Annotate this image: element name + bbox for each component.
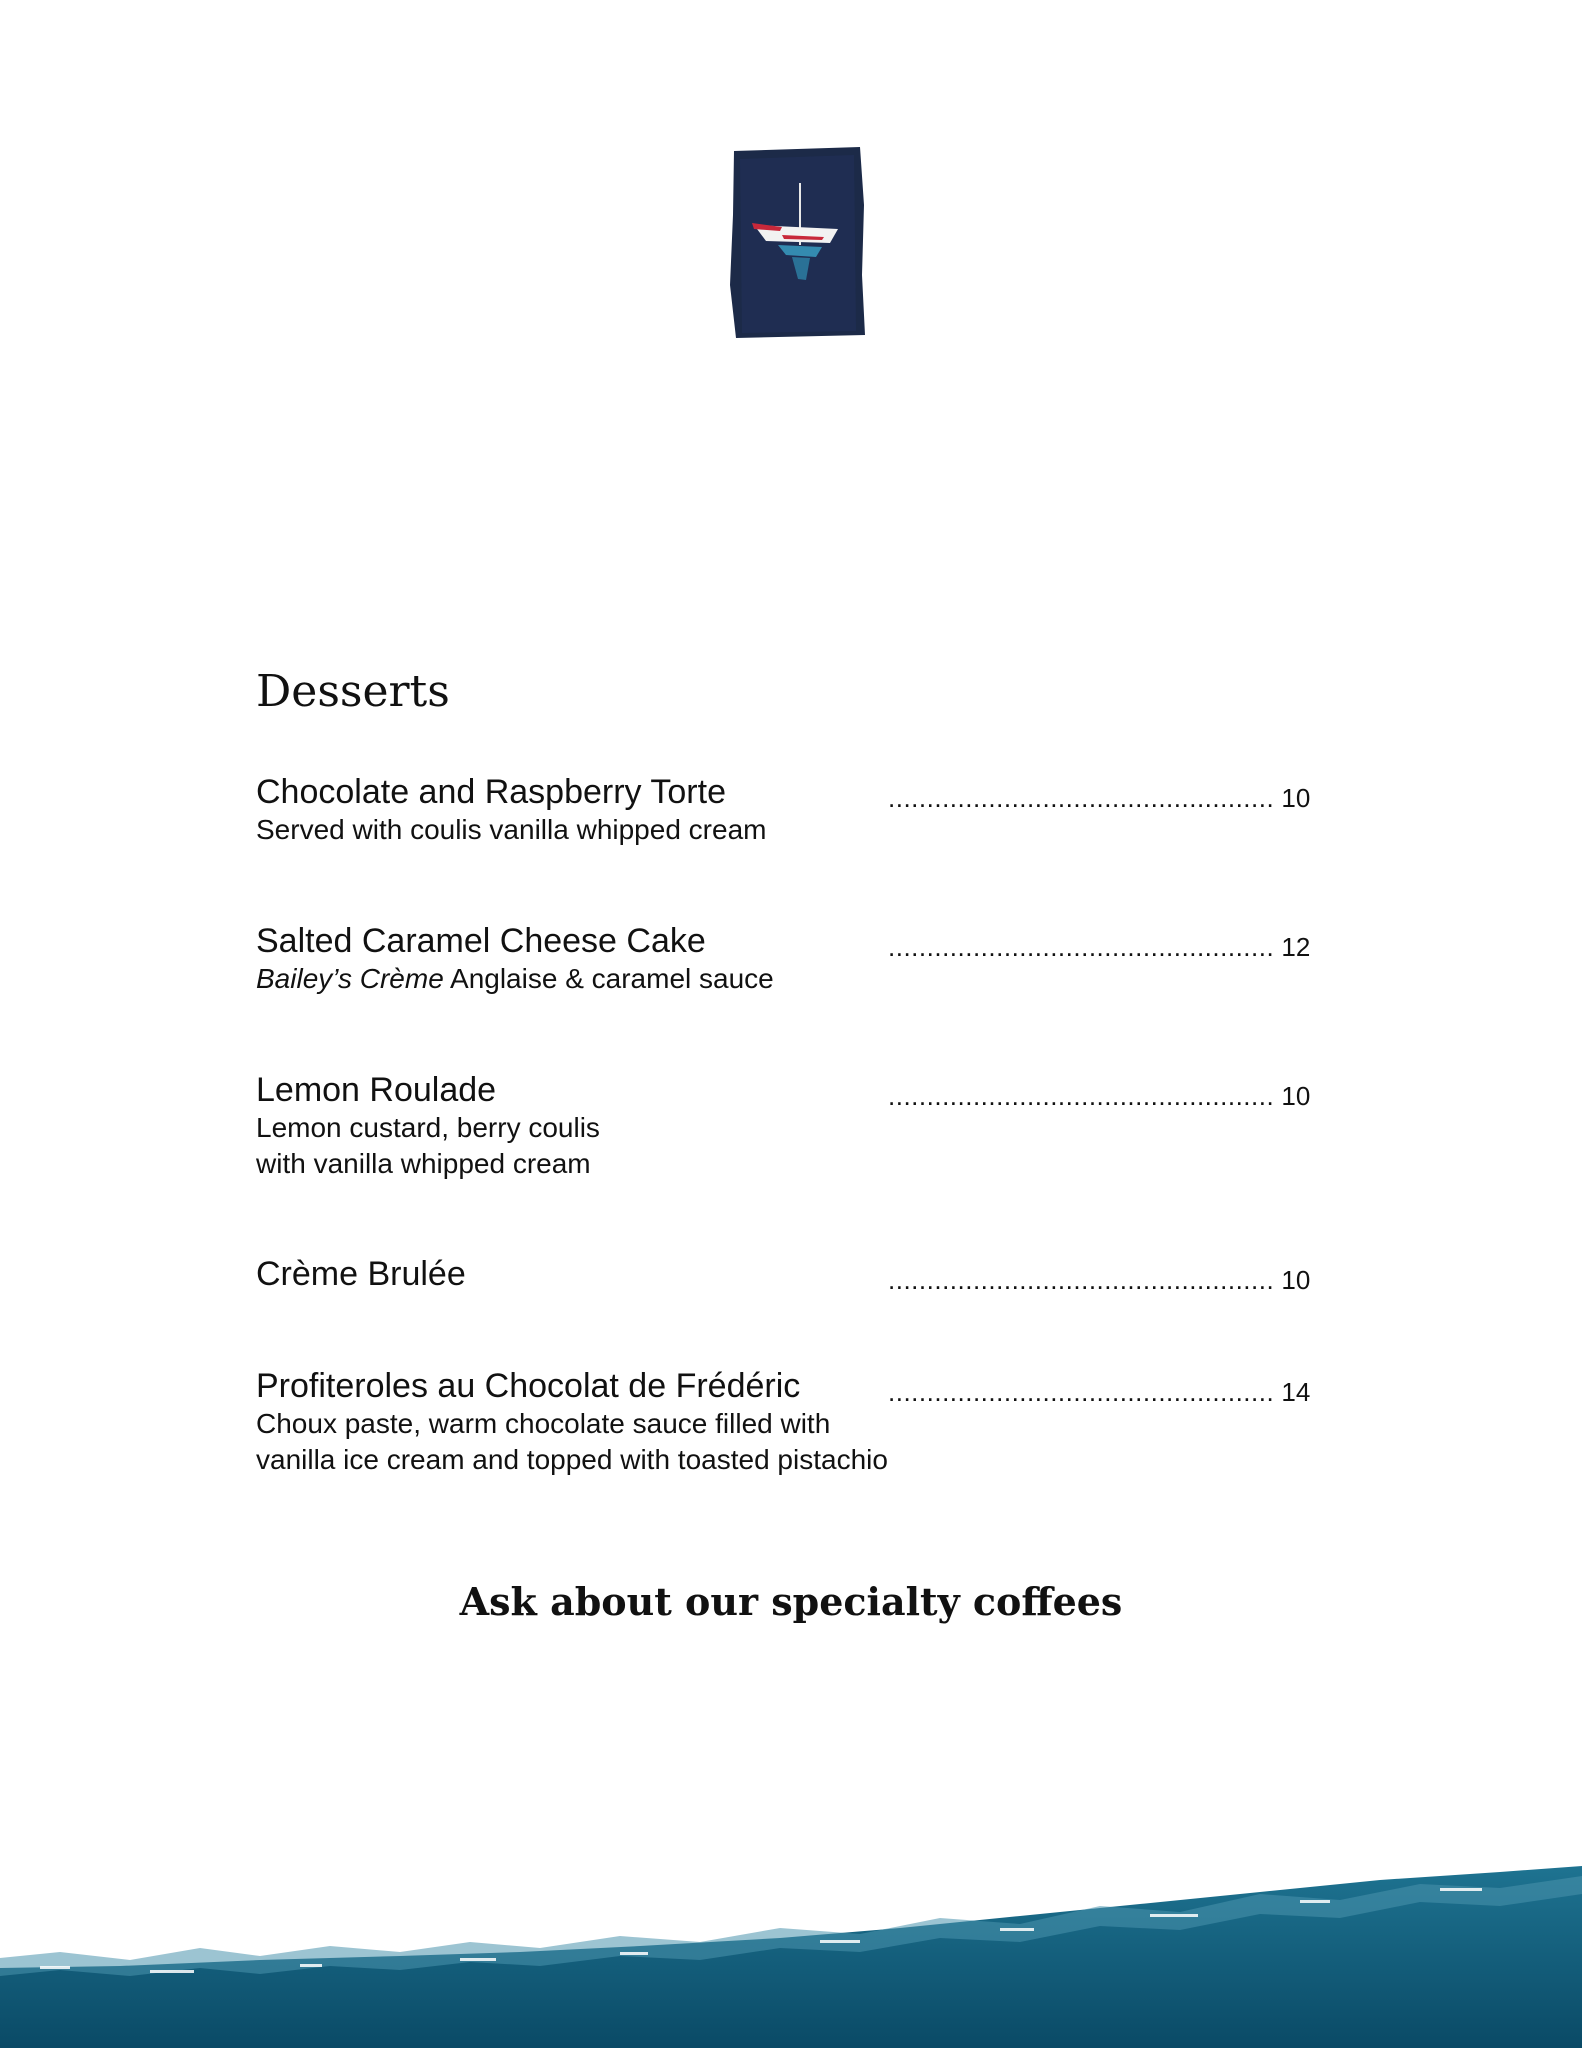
description-line: Choux paste, warm chocolate sauce filled with (256, 1408, 831, 1439)
brush-wave (0, 1848, 1582, 2048)
price-row (888, 1082, 1582, 1110)
footer-note: Ask about our specialty coffees (459, 1579, 1123, 1624)
leader-dots: .................................................. (888, 932, 1275, 962)
price-row (888, 1378, 1582, 1406)
item-price: 12 (1281, 932, 1311, 962)
description-line: with vanilla whipped cream (256, 1148, 591, 1179)
item-description (256, 1110, 600, 1182)
description-line: vanilla ice cream and topped with toasted pistachio (256, 1444, 888, 1475)
item-name: Chocolate and Raspberry Torte (256, 773, 726, 811)
price-row (888, 784, 1582, 812)
item-name: Profiteroles au Chocolat de Frédéric (256, 1367, 801, 1405)
item-name: Crème Brulée (256, 1255, 466, 1293)
item-price: 10 (1281, 783, 1311, 813)
leader-dots: .................................................. (888, 1377, 1275, 1407)
price-row (888, 1266, 1582, 1294)
item-description (256, 812, 766, 848)
item-name: Lemon Roulade (256, 1071, 497, 1109)
item-description (256, 1406, 888, 1478)
leader-dots: .................................................. (888, 1081, 1275, 1111)
item-name: Salted Caramel Cheese Cake (256, 922, 706, 960)
item-description (256, 961, 774, 997)
sailboat-icon (726, 145, 868, 340)
price-row (888, 933, 1582, 961)
leader-dots: .................................................. (888, 1265, 1275, 1295)
description-line: Served with coulis vanilla whipped cream (256, 814, 767, 845)
wave-decoration-icon (0, 1848, 1582, 2048)
description-italic: Bailey’s Crème (256, 963, 444, 994)
boat-logo (726, 145, 868, 340)
item-price: 10 (1281, 1265, 1311, 1295)
section-title: Desserts (256, 666, 450, 717)
description-text: Anglaise & caramel sauce (443, 963, 774, 994)
leader-dots: .................................................. (888, 783, 1275, 813)
item-price: 10 (1281, 1081, 1311, 1111)
description-line: Lemon custard, berry coulis (256, 1112, 600, 1143)
item-price: 14 (1281, 1377, 1311, 1407)
